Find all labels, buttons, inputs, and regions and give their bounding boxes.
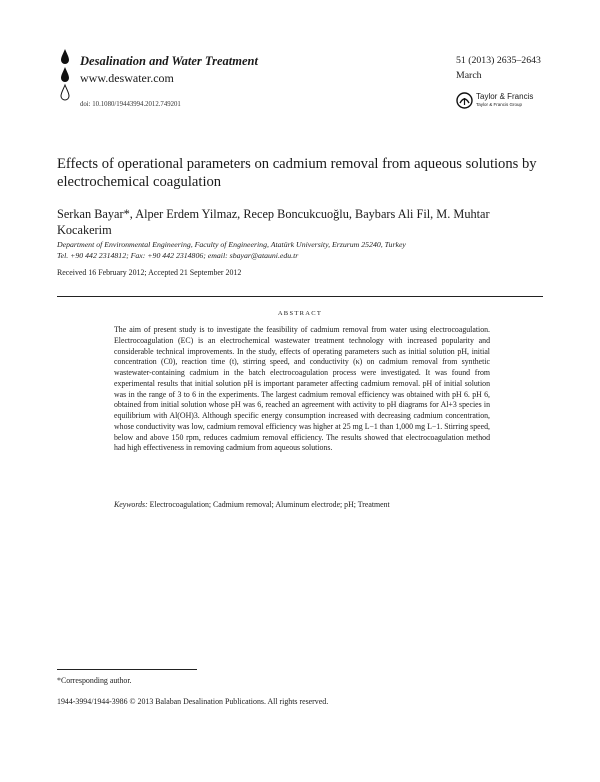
section-divider [57, 296, 543, 297]
affiliation-address: Department of Environmental Engineering, Faculty of Engineering, Atatürk University, Erzurum 25240, Turkey [57, 240, 406, 249]
journal-title: Desalination and Water Treatment [80, 54, 258, 68]
abstract-heading: ABSTRACT [277, 310, 323, 317]
abstract-body: The aim of present study is to investigate the feasibility of cadmium removal from water using electrocoagulation. Electrocoagulation (EC) is an electrochemical wastewater treatment technology with increased popularity and considerable technical improvements. In the study, effects of operating parameters such as initial solution pH, initial concentration (C0), reaction time (t), stirring speed, and conductivity (κ) on cadmium removal from synthetic wastewater-containing cadmium in the batch electrocoagulation process were investigated. It was found from experimental results that initial solution pH is important parameter affecting cadmium removal. pH of initial solution was in the range of 3 to 6 in the experiments. The largest cadmium removal efficiency was obtained with pH 6. pH 6, obtained from initial solution whose pH was 6, reached an agreement with activity to pH diagrams for Al+3 species in equilibrium with Al(OH)3. Although specific energy consumption increased with decreasing cadmium concentration, whose conductivity was low, cadmium removal efficiency was higher at 25 mg L−1 than 1,000 mg L−1. Stirring speed, below and above 150 rpm, reduces cadmium removal efficiency. The results showed that electrocoagulation method had high effectiveness in removing cadmium from aqueous solutions. [114, 325, 490, 453]
corresponding-author-footnote: *Corresponding author. [57, 676, 132, 685]
author-list: Serkan Bayar*, Alper Erdem Yilmaz, Recep Boncukcuoğlu, Baybars Ali Fil, M. Muhtar Kocakerim [57, 207, 490, 237]
volume-info: 51 (2013) 2635–2643 [456, 55, 541, 66]
keywords [114, 500, 494, 509]
copyright-notice: 1944-3994/1944-3986 © 2013 Balaban Desalination Publications. All rights reserved. [57, 697, 329, 706]
keywords-list: Electrocoagulation; Cadmium removal; Aluminum electrode; pH; Treatment [149, 500, 390, 509]
taylor-francis-logo-icon [456, 92, 473, 109]
received-dates: Received 16 February 2012; Accepted 21 September 2012 [57, 268, 242, 277]
keywords-label: Keywords: [114, 500, 148, 509]
article-title: Effects of operational parameters on cadmium removal from aqueous solutions by electrochemical coagulation [57, 156, 537, 190]
affiliation-contact: Tel. +90 442 2314812; Fax: +90 442 2314806; email: sbayar@atauni.edu.tr [57, 250, 299, 260]
affiliation [57, 240, 537, 261]
issue-month: March [456, 70, 482, 81]
doi[interactable]: doi: 10.1080/19443994.2012.749201 [80, 101, 181, 108]
publisher-group: Taylor & Francis Group [476, 102, 523, 107]
water-drops-logo-icon [58, 49, 72, 111]
publisher-name: Taylor & Francis [476, 92, 534, 101]
footnote-rule [57, 669, 197, 670]
journal-url[interactable]: www.deswater.com [80, 71, 174, 85]
